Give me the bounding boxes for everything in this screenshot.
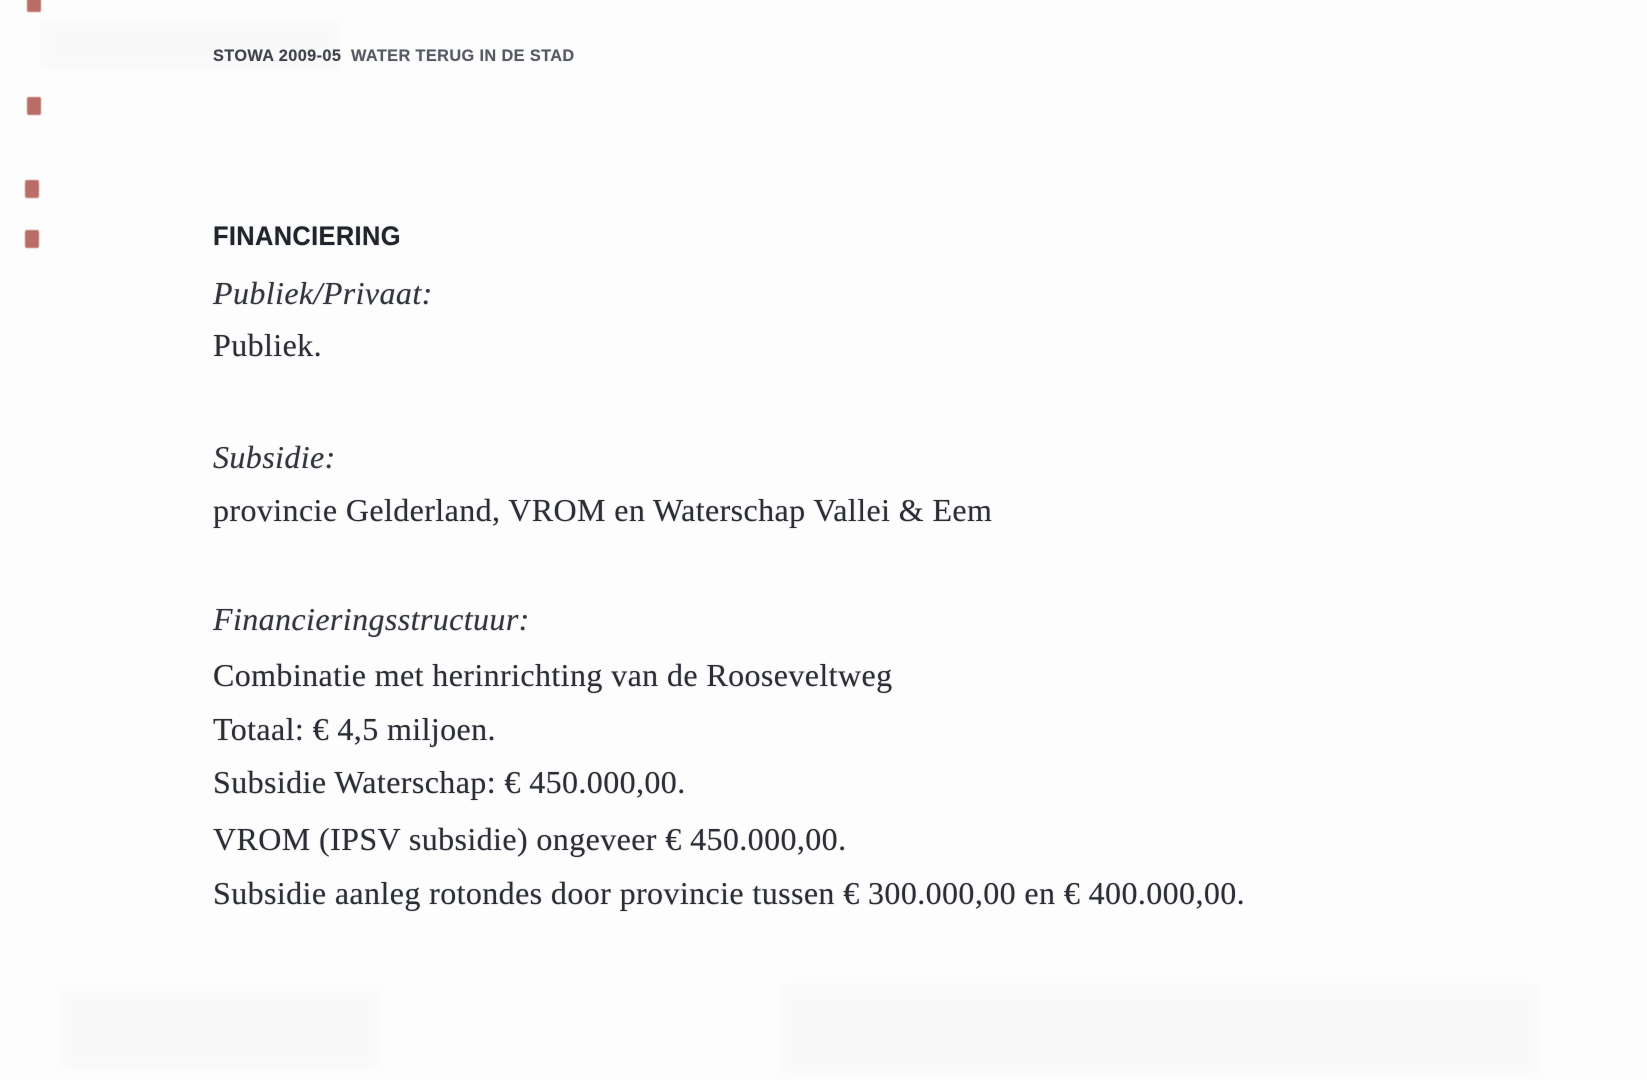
body-line: Subsidie Waterschap: € 450.000,00. xyxy=(213,764,686,800)
report-title: WATER TERUG IN DE STAD xyxy=(350,46,575,65)
body-line: Publiek. xyxy=(213,327,322,363)
body-line: provincie Gelderland, VROM en Waterschap Vallei & Eem xyxy=(213,492,993,528)
block-label-financieringsstructuur: Financieringsstructuur: xyxy=(213,601,530,637)
block-label-subsidie: Subsidie: xyxy=(213,439,336,475)
body-line: Combinatie met herinrichting van de Rooseveltweg xyxy=(213,657,893,693)
running-header xyxy=(213,46,575,66)
block-label-publiek-privaat: Publiek/Privaat: xyxy=(213,275,433,311)
body-line: Subsidie aanleg rotondes door provincie tussen € 300.000,00 en € 400.000,00. xyxy=(213,875,1246,911)
report-code: STOWA 2009-05 xyxy=(213,46,342,65)
body-line: VROM (IPSV subsidie) ongeveer € 450.000,00. xyxy=(213,821,847,857)
body-line: Totaal: € 4,5 miljoen. xyxy=(213,711,496,747)
section-heading: FINANCIERING xyxy=(213,221,401,251)
